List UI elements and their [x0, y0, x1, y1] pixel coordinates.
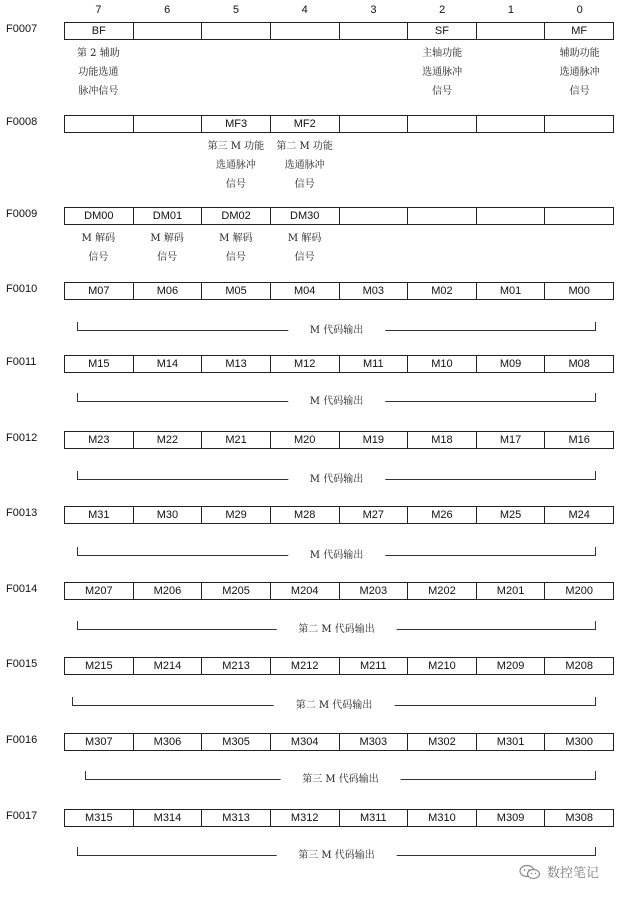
bit-number: 6 [164, 4, 171, 16]
bit-cell: M214 [134, 658, 203, 674]
bit-cell: MF3 [202, 116, 271, 132]
bit-descriptions [64, 44, 614, 101]
bit-cell: M212 [271, 658, 340, 674]
register-address: F0011 [6, 356, 37, 368]
bit-cell: DM01 [134, 208, 203, 224]
bit-cell: MF2 [271, 116, 340, 132]
bit-description [339, 44, 408, 101]
bit-cell: M303 [340, 734, 409, 750]
bit-cell: M15 [65, 356, 134, 372]
bit-cell: M31 [65, 507, 134, 523]
bit-cell: M25 [477, 507, 546, 523]
bit-cell: M06 [134, 283, 203, 299]
bit-cell: M22 [134, 432, 203, 448]
bit-number: 3 [370, 4, 377, 16]
bit-description [408, 137, 477, 194]
bit-cell: M308 [565, 812, 593, 824]
bit-description [64, 137, 133, 194]
bit-cell: M203 [340, 583, 409, 599]
bit-cell: M24 [568, 509, 590, 521]
bracket-label: 第二 M 代码输出 [274, 700, 395, 712]
register-address: F0016 [6, 734, 38, 746]
bit-cell: M300 [565, 736, 593, 748]
bit-cell: M211 [340, 658, 409, 674]
bit-description [339, 229, 408, 267]
bit-description [477, 229, 546, 267]
bit-cell: M20 [271, 432, 340, 448]
bit-cell: M201 [477, 583, 546, 599]
bit-cells [64, 355, 614, 373]
register-address: F0010 [6, 283, 38, 295]
bracket-label: M 代码输出 [288, 325, 385, 337]
bit-number: 5 [232, 4, 239, 16]
bit-cell: M209 [477, 658, 546, 674]
bracket-label: 第二 M 代码输出 [276, 624, 397, 636]
bit-cell: M204 [271, 583, 340, 599]
bit-cell: M04 [271, 283, 340, 299]
bit-number: 0 [576, 4, 583, 16]
register-address: F0007 [6, 23, 38, 35]
bit-cell: BF [65, 23, 134, 39]
bit-cell: M18 [408, 432, 477, 448]
bit-description: 辅助功能 选通脉冲 信号 [559, 48, 600, 97]
bit-cell: M03 [340, 283, 409, 299]
bit-cell [134, 23, 203, 39]
bit-description [408, 229, 477, 267]
bit-cell: M315 [65, 810, 134, 826]
bit-cell [340, 116, 409, 132]
bit-cell [408, 208, 477, 224]
bit-description: M 解码 信号 [219, 233, 253, 263]
bit-cell [340, 208, 409, 224]
bit-cell: DM30 [271, 208, 340, 224]
bit-description [133, 137, 202, 194]
bit-number-header [64, 4, 614, 18]
bit-description: 第二 M 功能 选通脉冲 信号 [276, 141, 333, 190]
bracket-label: 第三 M 代码输出 [280, 774, 401, 786]
bit-description: 第 2 辅助 功能选通 脉冲信号 [77, 48, 120, 97]
wechat-icon [519, 864, 541, 880]
bit-cell: M313 [202, 810, 271, 826]
bit-cell [134, 116, 203, 132]
bit-description [545, 137, 614, 194]
bit-cell: DM00 [65, 208, 134, 224]
bit-description [270, 44, 339, 101]
bit-cell: M200 [565, 585, 593, 597]
bit-cell: M202 [408, 583, 477, 599]
register-address: F0013 [6, 507, 38, 519]
bit-cell: M01 [477, 283, 546, 299]
bit-cells [64, 282, 614, 300]
register-address: F0012 [6, 432, 38, 444]
bit-description: 主轴功能 选通脉冲 信号 [422, 48, 463, 97]
bit-cell: M215 [65, 658, 134, 674]
bit-cell: M213 [202, 658, 271, 674]
bit-cell: M16 [568, 434, 590, 446]
bit-number: 7 [95, 4, 102, 16]
bit-cell: M307 [65, 734, 134, 750]
bit-cell: M14 [134, 356, 203, 372]
bit-cell: M302 [408, 734, 477, 750]
bit-cell [408, 116, 477, 132]
bit-cell: M207 [65, 583, 134, 599]
bit-cell: M12 [271, 356, 340, 372]
bracket-label: M 代码输出 [288, 396, 385, 408]
bit-cell: M10 [408, 356, 477, 372]
register-address: F0014 [6, 583, 38, 595]
bit-description: 第三 M 功能 选通脉冲 信号 [207, 141, 265, 190]
bit-cells [64, 115, 614, 133]
bit-cell: M17 [477, 432, 546, 448]
bit-cell: M13 [202, 356, 271, 372]
bit-cell: M11 [340, 356, 409, 372]
bit-cell [477, 116, 546, 132]
bit-cell [477, 23, 546, 39]
bit-cell: M23 [65, 432, 134, 448]
bit-cell: M210 [408, 658, 477, 674]
bit-description [477, 44, 546, 101]
register-address: F0017 [6, 810, 38, 822]
bit-cell: M00 [568, 285, 590, 297]
bit-cell [271, 23, 340, 39]
bit-number: 1 [507, 4, 514, 16]
bit-cell: M309 [477, 810, 546, 826]
register-address: F0009 [6, 208, 38, 220]
bit-cells [64, 22, 614, 40]
bit-description [339, 137, 408, 194]
bit-cell: M304 [271, 734, 340, 750]
bit-cell: M28 [271, 507, 340, 523]
bit-cell: M07 [65, 283, 134, 299]
bit-cell: M08 [568, 358, 590, 370]
bit-cell: M305 [202, 734, 271, 750]
bit-cell [545, 116, 613, 132]
bit-cell: M21 [202, 432, 271, 448]
bit-cell [202, 23, 271, 39]
bit-cell: M314 [134, 810, 203, 826]
watermark-text: 数控笔记 [546, 865, 599, 880]
bit-cells [64, 657, 614, 675]
bracket-label: M 代码输出 [288, 550, 385, 562]
bit-cell: SF [408, 23, 477, 39]
bit-cell: MF [571, 25, 588, 37]
bit-cell: M311 [340, 810, 409, 826]
bit-cell: M301 [477, 734, 546, 750]
bit-description [545, 229, 614, 267]
bit-cell: M02 [408, 283, 477, 299]
bit-cell: M312 [271, 810, 340, 826]
bit-cells [64, 582, 614, 600]
bit-description [133, 44, 202, 101]
bit-cells [64, 733, 614, 751]
bit-description [202, 44, 271, 101]
bit-cell: M26 [408, 507, 477, 523]
bit-description: M 解码 信号 [81, 233, 116, 263]
register-address: F0015 [6, 658, 38, 670]
bit-description: M 解码 信号 [150, 233, 184, 263]
bit-cell [545, 208, 613, 224]
watermark [519, 862, 599, 881]
bit-cells [64, 809, 614, 827]
bit-cells [64, 506, 614, 524]
bit-cell: M205 [202, 583, 271, 599]
bit-descriptions [64, 229, 614, 267]
bit-descriptions [64, 137, 614, 194]
bit-cell: DM02 [202, 208, 271, 224]
bracket-label: 第三 M 代码输出 [276, 850, 397, 862]
bit-cell: M208 [565, 660, 593, 672]
bit-cells [64, 431, 614, 449]
bit-cell: M27 [340, 507, 409, 523]
bit-cells [64, 207, 614, 225]
bit-cell [65, 116, 134, 132]
bit-cell: M29 [202, 507, 271, 523]
bit-cell: M306 [134, 734, 203, 750]
bit-cell [340, 23, 409, 39]
bit-cell [477, 208, 546, 224]
bit-cell: M30 [134, 507, 203, 523]
bit-number: 2 [439, 4, 446, 16]
bit-cell: M206 [134, 583, 203, 599]
bit-cell: M09 [477, 356, 546, 372]
bit-cell: M05 [202, 283, 271, 299]
bit-description [477, 137, 546, 194]
register-address: F0008 [6, 116, 38, 128]
bit-cell: M310 [408, 810, 477, 826]
bit-description: M 解码 信号 [287, 233, 322, 263]
bracket-label: M 代码输出 [288, 474, 385, 486]
bit-number: 4 [301, 4, 308, 16]
bit-cell: M19 [340, 432, 409, 448]
